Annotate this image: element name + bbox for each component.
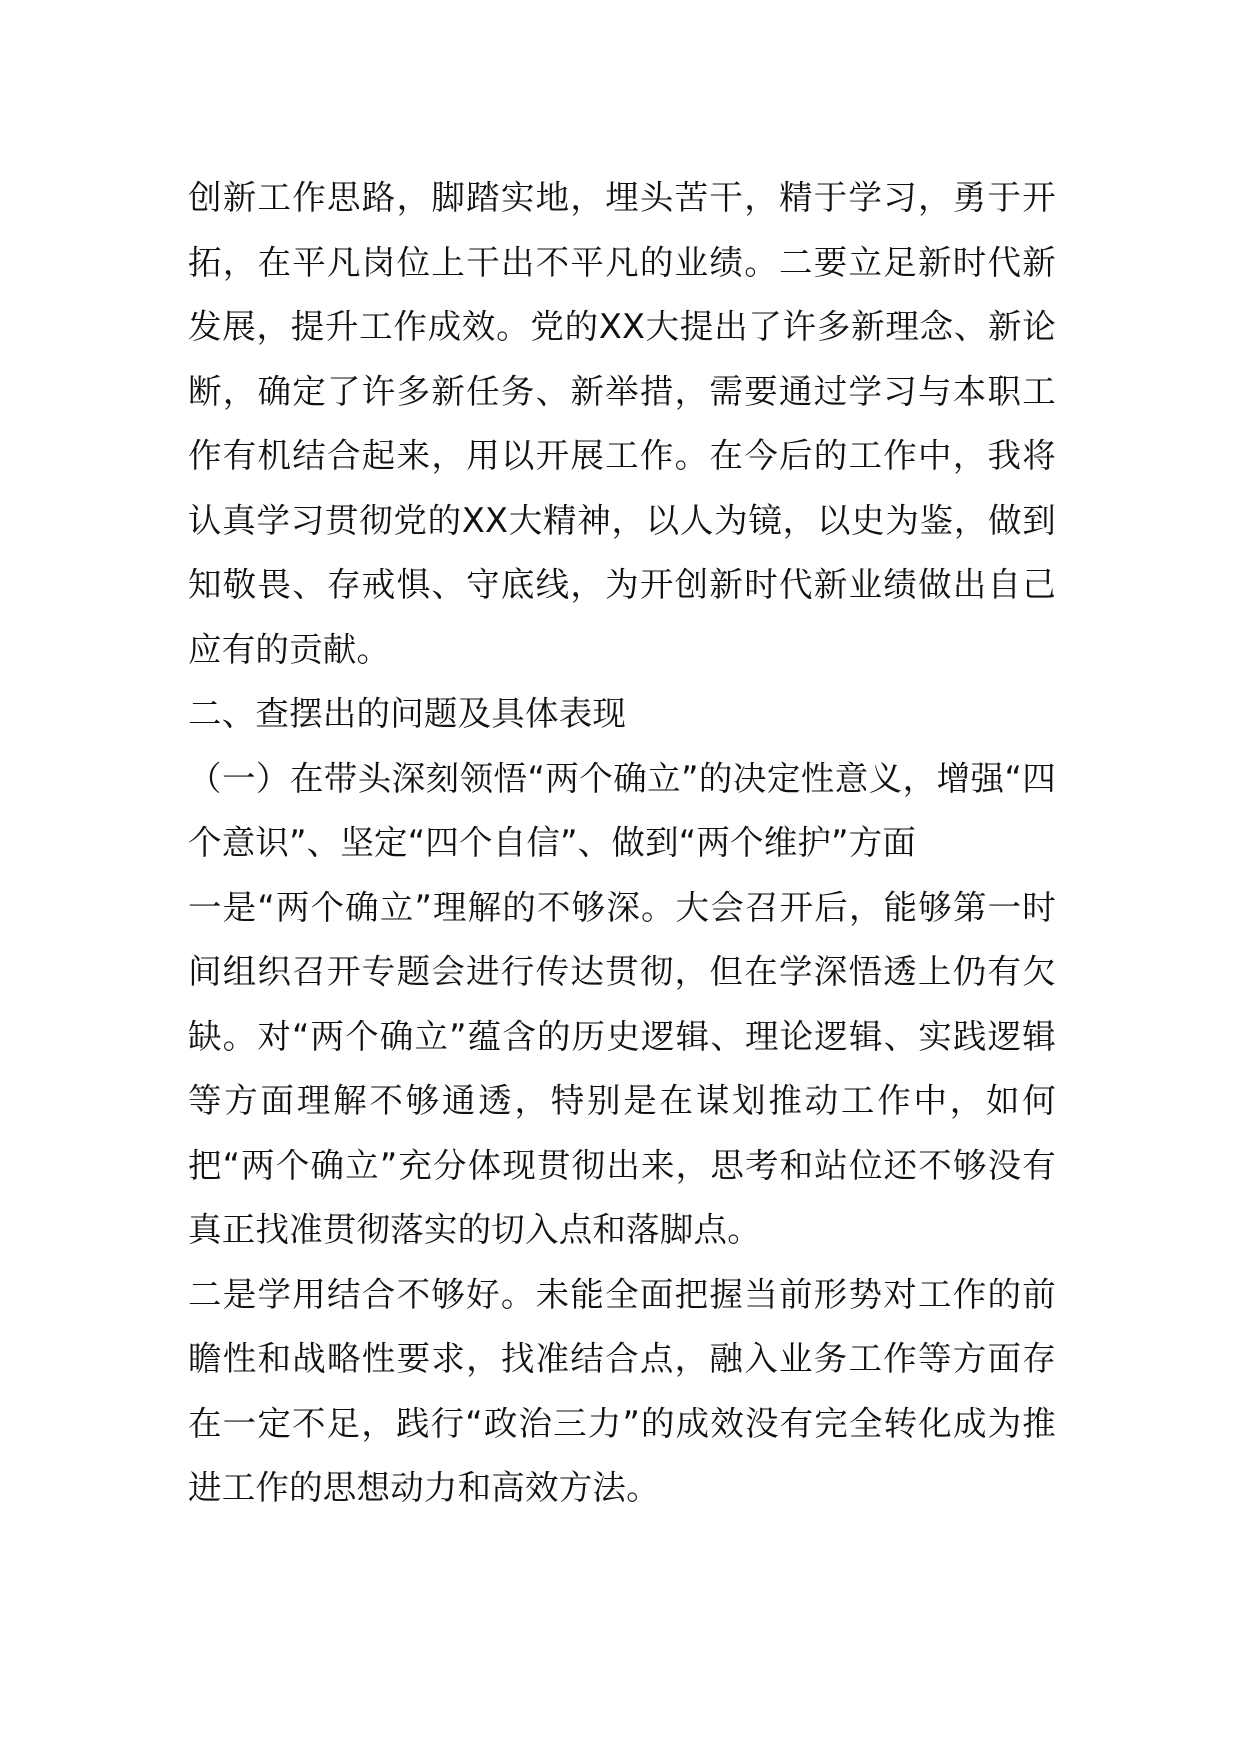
paragraph-continuation: 创新工作思路，脚踏实地，埋头苦干，精于学习，勇于开拓，在平凡岗位上干出不平凡的业绩。二要立足新时代新发展，提升工作成效。党的XX大提出了许多新理念、新论断，确定了许多新任务、新举措，需要通过学习与本职工作有机结合起来，用以开展工作。在今后的工作中，我将认真学习贯彻党的XX大精神，以人为镜，以史为鉴，做到知敬畏、存戒惧、守底线，为开创新时代新业绩做出自己应有的贡献。 (188, 178, 1056, 669)
paragraph-point-one: 一是“两个确立”理解的不够深。大会召开后，能够第一时间组织召开专题会进行传达贯彻，但在学深悟透上仍有欠缺。对“两个确立”蕴含的历史逻辑、理论逻辑、实践逻辑等方面理解不够通透，特别是在谋划推动工作中，如何把“两个确立”充分体现贯彻出来，思考和站位还不够没有真正找准贯彻落实的切入点和落脚点。 (188, 887, 1056, 1249)
subsection-heading: （一）在带头深刻领悟“两个确立”的决定性意义，增强“四个意识”、坚定“四个自信”、做到“两个维护”方面 (188, 758, 1056, 862)
document-body (188, 166, 1056, 1521)
paragraph-point-two: 二是学用结合不够好。未能全面把握当前形势对工作的前瞻性和战略性要求，找准结合点，融入业务工作等方面存在一定不足，践行“政治三力”的成效没有完全转化成为推进工作的思想动力和高效方法。 (188, 1274, 1056, 1507)
section-heading: 二、查摆出的问题及具体表现 (188, 694, 627, 733)
